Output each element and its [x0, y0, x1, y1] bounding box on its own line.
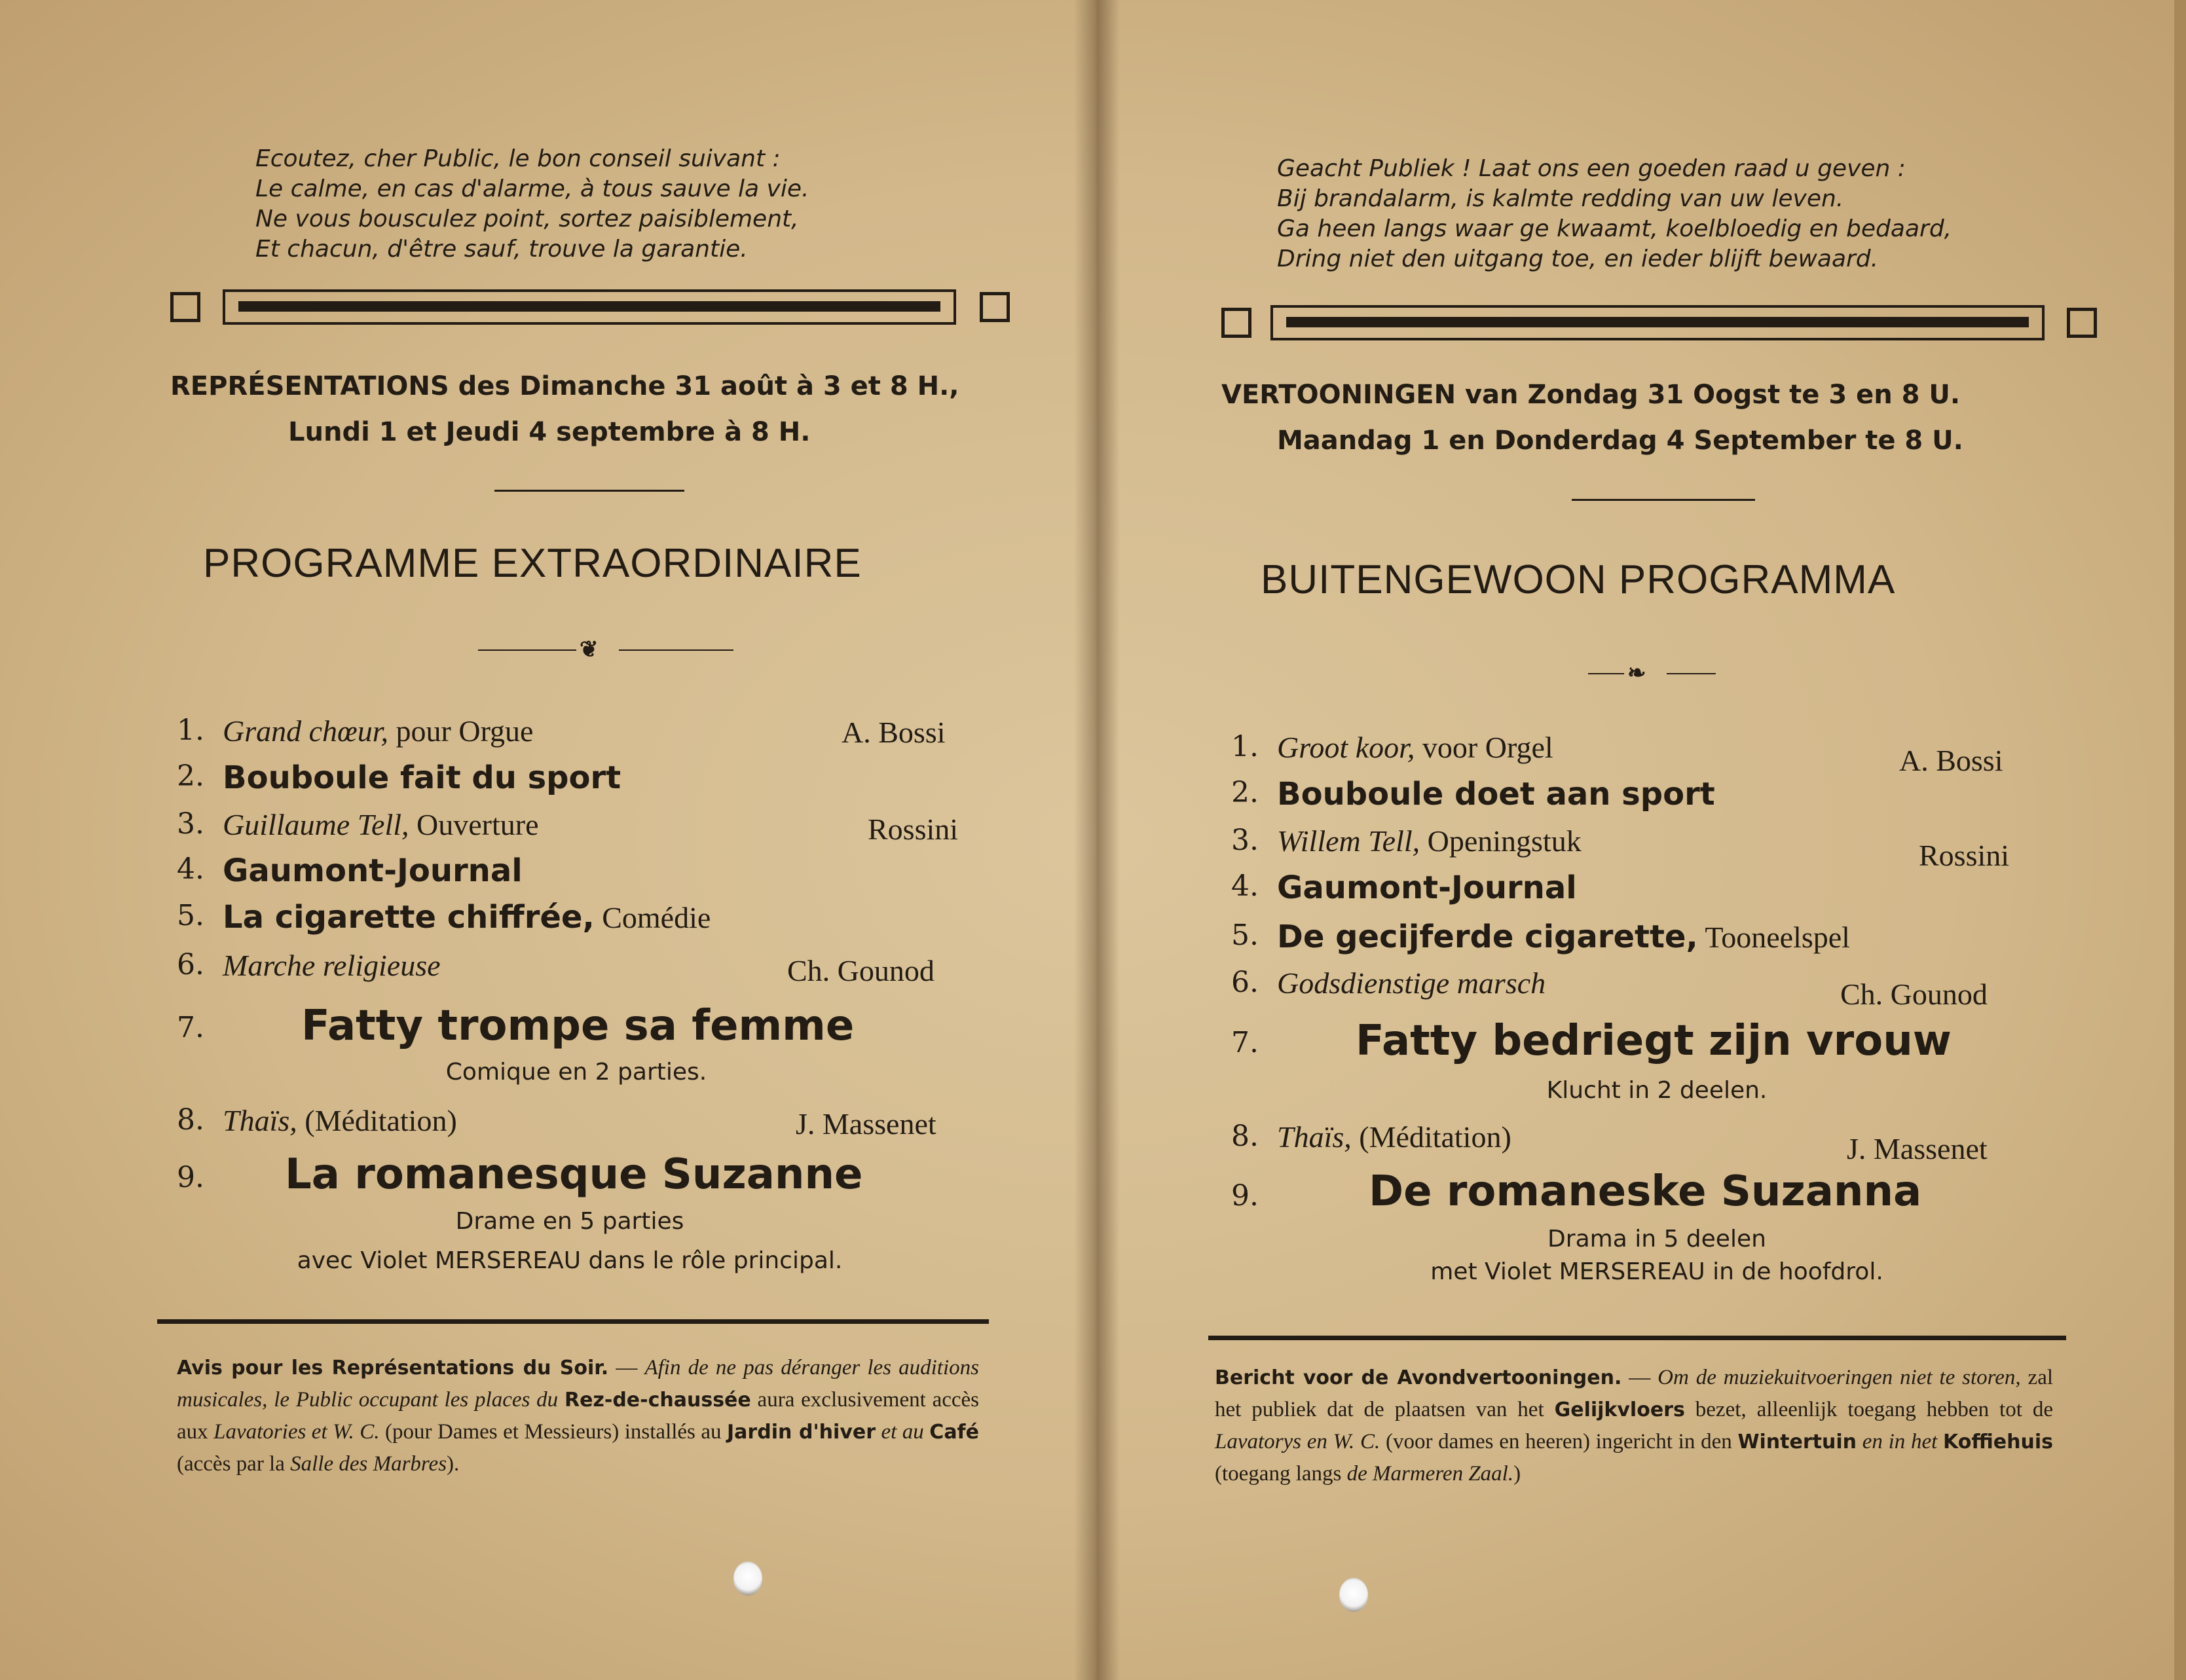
- right-page: [1153, 0, 2161, 1680]
- item-subtitle: Klucht in 2 deelen.: [1546, 1077, 1768, 1104]
- performance-dates: [170, 363, 959, 455]
- notice-text: Lavatories et W. C.: [213, 1420, 380, 1444]
- notice-text: Café: [929, 1421, 979, 1444]
- notice-text: Salle des Marbres: [290, 1452, 447, 1476]
- item-detail: Openingstuk: [1420, 824, 1582, 858]
- item-number: 4.: [177, 852, 204, 886]
- notice-heading: Avis pour les Représentations du Soir.: [177, 1357, 609, 1379]
- notice-text: Lavatorys en W. C.: [1215, 1430, 1380, 1453]
- notice-rule: [1208, 1336, 2066, 1340]
- notice-text: en in het: [1857, 1430, 1943, 1453]
- composer: J. Massenet: [1847, 1132, 1988, 1165]
- notice-text: zal het publiek dat de plaatsen van het: [1215, 1366, 2054, 1421]
- item-subtitle: Comique en 2 parties.: [445, 1059, 707, 1086]
- item-title: Godsdienstige marsch: [1277, 966, 1546, 1000]
- composer: Rossini: [1919, 839, 2010, 872]
- evening-notice: [1215, 1362, 2053, 1489]
- notice-rule: [157, 1319, 989, 1324]
- notice-text: Afin de ne pas déranger les auditions musicales, le Public occupant les places du: [177, 1356, 979, 1412]
- item-title: De gecijferde cigarette,: [1277, 919, 1698, 955]
- performance-line: Lundi 1 et Jeudi 4 septembre à 8 H.: [288, 417, 811, 447]
- item-number: 6.: [1231, 966, 1259, 999]
- item-title: Groot koor,: [1277, 731, 1415, 764]
- performance-line: Maandag 1 en Donderdag 4 September te 8 U.: [1277, 426, 1963, 456]
- poem-line: Geacht Publiek ! Laat ons een goeden raad u geven :: [1277, 155, 1906, 182]
- item-number: 1.: [177, 714, 204, 747]
- poem-line: Ne vous bousculez point, sortez paisiblement,: [255, 206, 799, 232]
- notice-text: Wintertuin: [1737, 1431, 1857, 1453]
- notice-text: et au: [876, 1420, 930, 1444]
- item-number: 2.: [1231, 776, 1259, 809]
- performance-dates: [1221, 372, 1963, 464]
- item-number: 3.: [177, 807, 204, 841]
- item-title: Grand chœur,: [223, 714, 389, 748]
- performance-line: VERTOONINGEN van Zondag 31 Oogst te 3 en 8 U.: [1221, 380, 1961, 410]
- notice-text: ): [1513, 1462, 1521, 1486]
- item-title: Fatty bedriegt zijn vrouw: [1356, 1017, 1952, 1065]
- item-number: 5.: [177, 899, 204, 932]
- item-cast: met Violet MERSEREAU in de hoofdrol.: [1430, 1258, 1883, 1285]
- item-number: 8.: [1231, 1120, 1259, 1153]
- composer: A. Bossi: [842, 716, 946, 749]
- notice-text: [558, 1388, 565, 1412]
- item-detail: Tooneelspel: [1697, 921, 1850, 954]
- item-detail: voor Orgel: [1415, 731, 1553, 764]
- notice-text: (toegang langs: [1215, 1462, 1347, 1486]
- safety-poem: [1277, 154, 1952, 274]
- item-number: 7.: [1231, 1026, 1259, 1059]
- decorative-rule: [1221, 302, 2097, 342]
- item-cast: avec Violet MERSEREAU dans le rôle principal.: [297, 1247, 843, 1274]
- notice-text: ).: [447, 1452, 460, 1476]
- poem-line: Dring niet den uitgang toe, en ieder blijft bewaard.: [1277, 246, 1879, 272]
- item-title: Bouboule doet aan sport: [1277, 776, 1715, 813]
- notice-text: Koffiehuis: [1943, 1431, 2053, 1453]
- item-detail: (Méditation): [1351, 1120, 1511, 1154]
- notice-heading: Bericht voor de Avondvertooningen.: [1215, 1366, 1622, 1389]
- notice-text: —: [1621, 1366, 1658, 1389]
- item-title: Gaumont-Journal: [223, 852, 523, 889]
- item-title: Guillaume Tell,: [223, 808, 409, 841]
- item-number: 9.: [1231, 1179, 1259, 1213]
- notice-text: (accès par la: [177, 1452, 291, 1476]
- item-subtitle: Drame en 5 parties: [455, 1208, 684, 1235]
- poem-line: Ga heen langs waar ge kwaamt, koelbloedig en bedaard,: [1277, 215, 1952, 242]
- punch-hole: [733, 1561, 762, 1596]
- item-number: 3.: [1231, 824, 1259, 857]
- evening-notice: [177, 1352, 979, 1480]
- notice-text: aura exclusivement accès aux: [177, 1388, 980, 1444]
- ornament: [478, 636, 733, 663]
- item-detail: pour Orgue: [388, 714, 534, 748]
- item-title: Thaïs,: [1277, 1120, 1352, 1154]
- item-title: Gaumont-Journal: [1277, 869, 1577, 906]
- poem-line: Le calme, en cas d'alarme, à tous sauve la vie.: [255, 175, 809, 202]
- item-title: De romaneske Suzanna: [1369, 1167, 1922, 1216]
- item-title: Marche religieuse: [223, 949, 441, 982]
- notice-text: de Marmeren Zaal.: [1346, 1462, 1514, 1486]
- decorative-rule: [170, 287, 1010, 326]
- item-title: Willem Tell,: [1277, 824, 1420, 858]
- program-title: BUITENGEWOON PROGRAMMA: [1261, 557, 1896, 602]
- poem-line: Ecoutez, cher Public, le bon conseil suivant :: [255, 145, 781, 172]
- item-number: 8.: [177, 1103, 204, 1137]
- punch-hole: [1339, 1578, 1368, 1612]
- notice-text: —: [608, 1356, 645, 1379]
- item-number: 6.: [177, 948, 204, 981]
- ornament: [1588, 660, 1716, 686]
- composer: Ch. Gounod: [787, 954, 935, 987]
- item-number: 1.: [1231, 730, 1259, 763]
- composer: Rossini: [868, 813, 959, 846]
- poem-line: Et chacun, d'être sauf, trouve la garantie.: [255, 236, 748, 263]
- divider: [494, 490, 684, 492]
- item-number: 7.: [177, 1011, 204, 1044]
- fleuron-icon: ❧: [1627, 660, 1646, 686]
- item-subtitle: Drama in 5 deelen: [1547, 1226, 1766, 1252]
- notice-text: Jardin d'hiver: [727, 1421, 876, 1444]
- composer: A. Bossi: [1899, 744, 2003, 777]
- left-page: [26, 0, 1048, 1680]
- notice-text: Rez-de-chaussée: [564, 1389, 751, 1412]
- item-number: 9.: [177, 1161, 204, 1194]
- safety-poem: [255, 144, 809, 265]
- composer: Ch. Gounod: [1840, 977, 1988, 1011]
- program-title: PROGRAMME EXTRAORDINAIRE: [203, 541, 862, 586]
- notice-text: (voor dames en heeren) ingericht in den: [1380, 1430, 1738, 1453]
- notice-text: Gelijkvloers: [1554, 1398, 1685, 1421]
- item-title: La cigarette chiffrée,: [223, 899, 595, 936]
- item-title: Bouboule fait du sport: [223, 759, 621, 796]
- item-title: Fatty trompe sa femme: [301, 1002, 855, 1050]
- center-gutter: [1074, 0, 1120, 1680]
- composer: J. Massenet: [796, 1107, 936, 1141]
- item-title: Thaïs,: [223, 1104, 297, 1137]
- poem-line: Bij brandalarm, is kalmte redding van uw leven.: [1277, 185, 1844, 212]
- item-title: La romanesque Suzanne: [285, 1150, 863, 1199]
- item-number: 2.: [177, 759, 204, 793]
- notice-text: Om de muziekuitvoeringen niet te storen,: [1658, 1366, 2021, 1389]
- fleuron-icon: ❦: [580, 636, 599, 663]
- item-detail: Comédie: [594, 901, 711, 934]
- item-detail: (Méditation): [297, 1104, 457, 1137]
- page-edge: [2174, 0, 2186, 1680]
- notice-text: (pour Dames et Messieurs) installés au: [379, 1420, 728, 1444]
- notice-text: bezet, alleenlijk toegang hebben tot de: [1684, 1398, 2053, 1421]
- divider: [1572, 499, 1755, 501]
- performance-line: REPRÉSENTATIONS des Dimanche 31 août à 3 et 8 H.,: [170, 371, 959, 401]
- item-number: 5.: [1231, 919, 1259, 952]
- item-number: 4.: [1231, 869, 1259, 903]
- item-detail: Ouverture: [409, 808, 539, 841]
